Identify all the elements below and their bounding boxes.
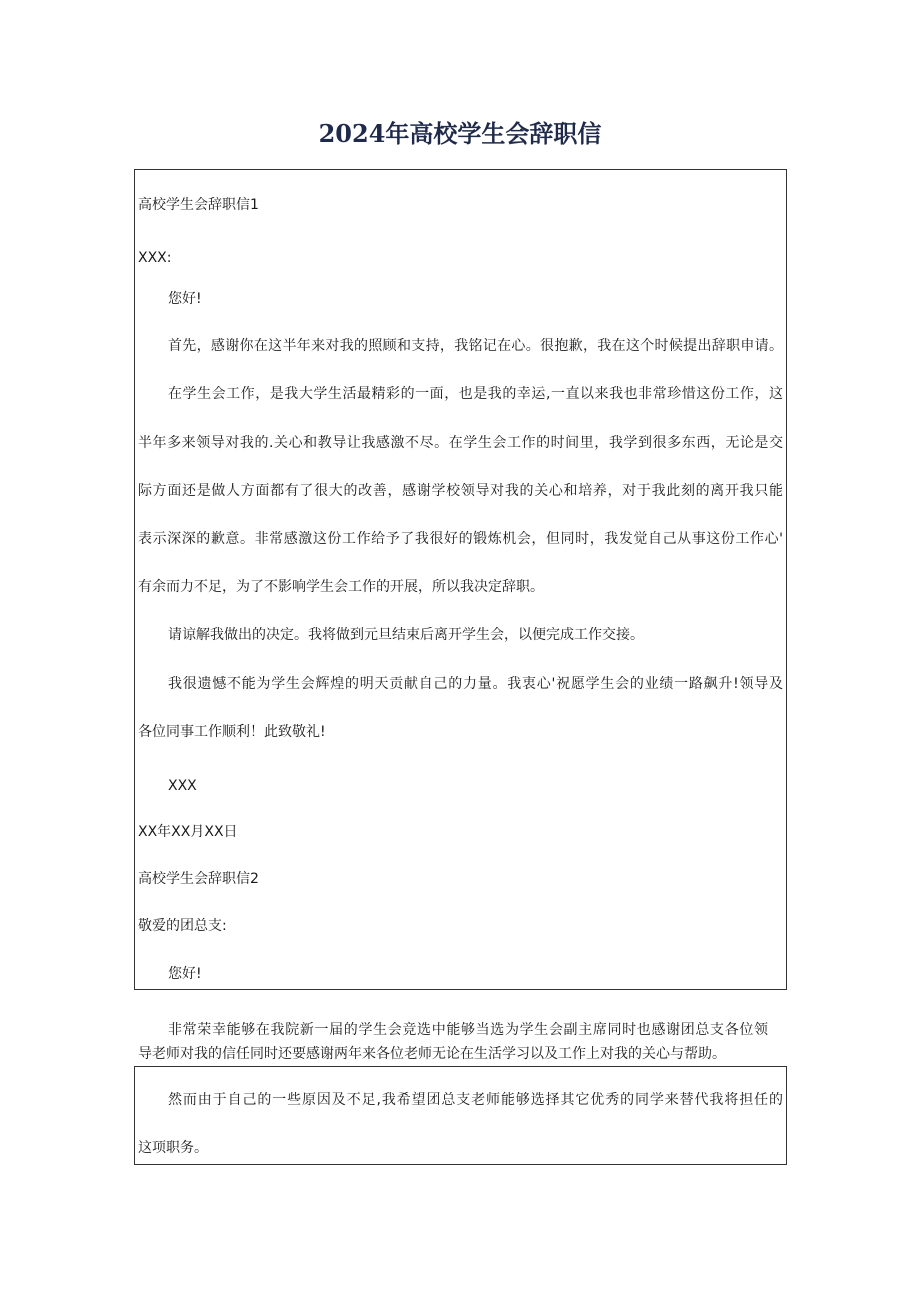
letter1-paragraph-2-line: 半年多来领导对我的.关心和教导让我感激不尽。在学生会工作的时间里，我学到很多东西，无论是交 — [138, 435, 783, 451]
letter1-paragraph-2-line: 在学生会工作，是我大学生活最精彩的一面，也是我的幸运,一直以来我也非常珍惜这份工作，这 — [168, 386, 783, 402]
letter1-paragraph-4-line: 我很遗憾不能为学生会辉煌的明天贡献自己的力量。我衷心'祝愿学生会的业绩一路飙升!领导及 — [168, 676, 783, 692]
letter2-greeting: 您好! — [168, 966, 202, 982]
letter1-paragraph-1: 首先，感谢你在这半年来对我的照顾和支持，我铭记在心。很抱歉，我在这个时候提出辞职申请。 — [168, 338, 783, 354]
document-title: 2024年高校学生会辞职信 — [318, 119, 602, 148]
letter2-paragraph-2-line: 这项职务。 — [138, 1140, 208, 1156]
letter1-paragraph-2-line: 有余而力不足，为了不影响学生会工作的开展，所以我决定辞职。 — [138, 579, 544, 595]
letter2-paragraph-1-line: 非常荣幸能够在我院新一届的学生会竞选中能够当选为学生会副主席同时也感谢团总支各位领 — [168, 1022, 768, 1038]
letter1-greeting: 您好! — [168, 291, 202, 307]
letter2-salutation: 敬爱的团总支: — [138, 918, 227, 934]
letter2-paragraph-1-line: 导老师对我的信任同时还要感谢两年来各位老师无论在生活学习以及工作上对我的关心与帮助。 — [138, 1046, 726, 1062]
letter1-paragraph-2-line: 际方面还是做人方面都有了很大的改善，感谢学校领导对我的关心和培养，对于我此刻的离开我只能 — [138, 483, 783, 499]
letter1-heading: 高校学生会辞职信1 — [138, 197, 259, 213]
letter1-paragraph-2-line: 表示深深的歉意。非常感激这份工作给予了我很好的锻炼机会，但同时，我发觉自己从事这份工作心' — [138, 531, 783, 547]
letter2-frame — [134, 1066, 787, 1165]
letter1-date: XX年XX月XX日 — [138, 824, 238, 840]
letter1-signature: XXX — [168, 778, 197, 794]
letter1-salutation: XXX: — [138, 250, 172, 266]
letter2-heading: 高校学生会辞职信2 — [138, 871, 259, 887]
letter1-paragraph-3: 请谅解我做出的决定。我将做到元旦结束后离开学生会，以便完成工作交接。 — [168, 627, 644, 643]
letter1-paragraph-4-line: 各位同事工作顺利！此致敬礼! — [138, 724, 326, 740]
letter2-paragraph-2-line: 然而由于自己的一些原因及不足,我希望团总支老师能够选择其它优秀的同学来替代我将担任的 — [168, 1092, 783, 1108]
